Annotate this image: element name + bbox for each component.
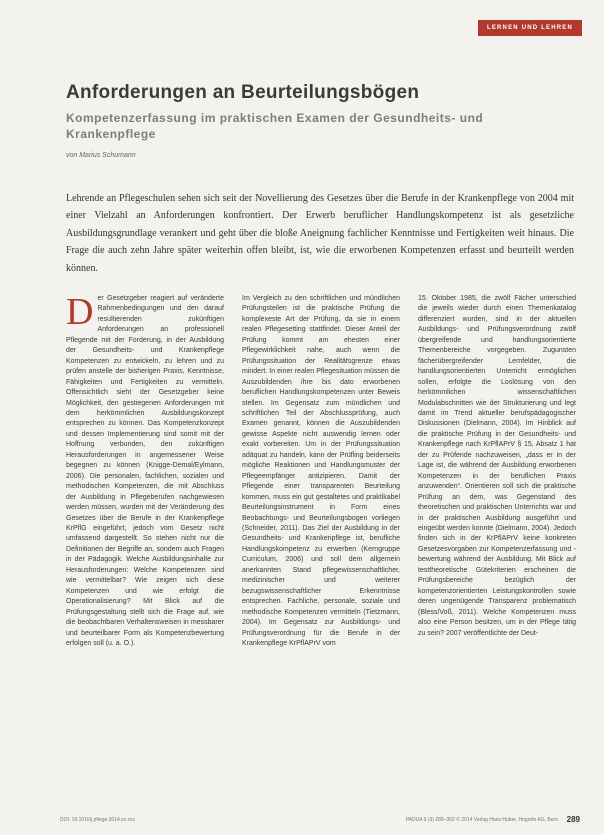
section-tab: LERNEN UND LEHREN [478, 20, 582, 36]
article-subtitle: Kompetenzerfassung im praktischen Examen der Gesundheits- und Krankenpflege [66, 111, 484, 141]
body-column-3: 15. Oktober 1985, die zwölf Fächer unterschied die jeweils wieder durch einen Themenkatalog differenziert wurden, sind in der aktuellen Ausbildungs- und Prüfungsverordnung zwölf übergreifende und handlungsorientierte Themenbereiche vorgegeben. Zugunsten fächerübergreifender Lernfelder, die handlungsorientierten Unterricht ermöglichen sollen, erfolgte die Loslösung von den herkömmlichen wissenschaftlichen Modulabschnitten wie der Strukturierung und legt damit im Trend aktueller berufspädagogischer Diskussionen (Dielmann, 2004). Im Hinblick auf die praktische Prüfung in der Gesundheits- und Krankenpflege nach KrPflAPrV § 15, Absatz 1 hat der zu Prüfende nachzuweisen, „dass er in der Lage ist, die während der Ausbildung erworbenen Kompetenzen in der beruflichen Praxis anzuwenden“. Orientieren soll sich die praktische Prüfung an dem, was Gegenstand des theoretischen und praktischen Unterrichts war und in der praktischen Ausbildung ausgeführt und eingeübt werden konnte (Dielmann, 2004). Jedoch finden sich in der KrPflAPrV keine konkreten Gesetzesvorgaben zur Kompetenzerfassung und -bewertung während der Ausbildung. Mit Blick auf testtheoretische Gütekriterien erscheinen die Prüfungsbereiche bezüglich der kompetenzorientierten Leistungskontrollen sowie deren ungenügende Transparenz problematisch (Bless/Voß, 2011). Welche Kompetenzen muss also eine Person besitzen, um in der Pflege tätig zu sein? 2007 veröffentlichte der Deut- [418, 295, 576, 637]
lead-paragraph: Lehrende an Pflegeschulen sehen sich seit der Novellierung des Gesetzes über die Berufe in der Krankenpflege von 2004 mit einer Vielzahl an Anforderungen konfrontiert. Der Erwerb beruflicher Handlungskompetenz ist als gesetzliche Ausbildungsgrundlage verankert und geht über die bloße Aneignung fachlicher Kenntnisse und Fertigkeiten weit hinaus. Die Frage die auch zehn Jahre später weiterhin offen bleibt, ist, wie die erworbenen Kompetenzen erfasst und beurteilt werden können. [66, 193, 574, 274]
author-byline: von Marius Schumann [66, 152, 136, 159]
article-title: Anforderungen an Beurteilungsbögen [66, 82, 420, 103]
column-1-text: er Gesetzgeber reagiert auf veränderte Rahmenbedingungen und den darauf resultierenden zukünftigen Anforderungen an professionell Pflegende mit der Forderung, in der Ausbildung der Gesundheits- und Krankenpflege Kompetenzen zu entwickeln, zu lehren und zu prüfen anstelle der bisherigen Praxis, Kenntnisse, Fähigkeiten und Fertigkeiten zu vermitteln. Offensichtlich sieht der Gesetzgeber keine Möglichkeit, den gestiegenen Anforderungen mit dem herkömmlichen Ausbildungskonzept entsprechen zu können. Das Kompetenzkonzept und dessen Implementierung sind somit mit der Hoffnung verbunden, den zukünftigen Herausforderungen in angemessener Weise begegnen zu können (Knigge-Demal/Eylmann, 2006). Die personalen, fachlichen, sozialen und methodischen Kompetenzen, die mit Abschluss der Ausbildung in Pflegeberufen nachgewiesen werden müssen, wurden mit der Veränderung des Gesetzes über die Berufe in der Krankenpflege KrPflG eingeführt, jedoch vom Gesetz nicht umfassend dargestellt. So stehen nicht nur die Definitionen der Begriffe an, sondern auch Fragen in der Pädagogik. Welche Ausbildungsinhalte zur Herausforderungen: Welche Kompetenzen sind wie vermittelbar? Wie zeigen sich diese Kompetenzen und wie erfolgt die Operationalisierung? Mit Blick auf die Prüfungsgestaltung stellt sich die Frage auf, wie die beobachtbaren Verhaltensweisen in messbarer und beurteilbarer Form als Kompetenzbewertung erfolgen soll (u. a. O.). [66, 295, 224, 647]
footer-citation: PADUA 9 (3) 289–302 © 2014 Verlag Hans Huber, Hogrefe AG, Bern [405, 817, 558, 823]
drop-cap: D [66, 291, 94, 333]
body-column-2: Im Vergleich zu den schriftlichen und mündlichen Prüfungsteilen ist die praktische Prüfung die komplexeste Art der Prüfung, da sie in einem realen Pflegesetting stattfindet. Dieser Anteil der Prüfung kommt am ehesten einer Pflegewirklichkeit nahe, auch wenn die Prüfungssituation der Realitätsgrenze etwas mindert. In einer realen Pflegesituation müssen die Auszubildenden ihre bis dato erworbenen beruflichen Handlungskompetenzen unter Beweis stellen. Im Gegensatz zum mündlichen und schriftlichen Teil der Abschlussprüfung, auch Examen genannt, können die Auszubildenden gewisse Aspekte nicht auswendig lernen oder exakt vorbereiten. Um in der Prüfungssituation adäquat zu handeln, kann der Prüfling beiderseits mögliche Reaktionen und Handlungsmuster der Pflegeempfänger antizipieren. Damit der Pflegende einer transparenten Beurteilung kommen, muss ein gut gestaltetes und praktikabel Beurteilungsinstrument in Form eines Beobachtungs- und Beurteilungsbogen vorliegen (Schneider, 2011). Das Ziel der Ausbildung in der Gesundheits- und Krankenpflege ist, berufliche Handlungskompetenz zu erwerben (Kerngruppe Curriculum, 2006) und soll dem allgemein anerkannten Stand pflegewissenschaftlicher, medizinischer und weiterer bezugswissenschaftlicher Erkenntnisse entsprechen. Fachliche, personale, soziale und methodische Kompetenzen vermitteln (Tietzmann, 2004). Im Gegensatz zur Ausbildungs- und Prüfungsverordnung für die Berufe in der Krankenpflege KrPflAPrV vom [242, 295, 400, 647]
footer-doi: DOI: 10.1016/j.pflege.2014.xx.xxx [60, 817, 136, 823]
page-number: 289 [566, 815, 580, 824]
page-footer [60, 815, 580, 827]
body-column-1 [66, 291, 224, 649]
